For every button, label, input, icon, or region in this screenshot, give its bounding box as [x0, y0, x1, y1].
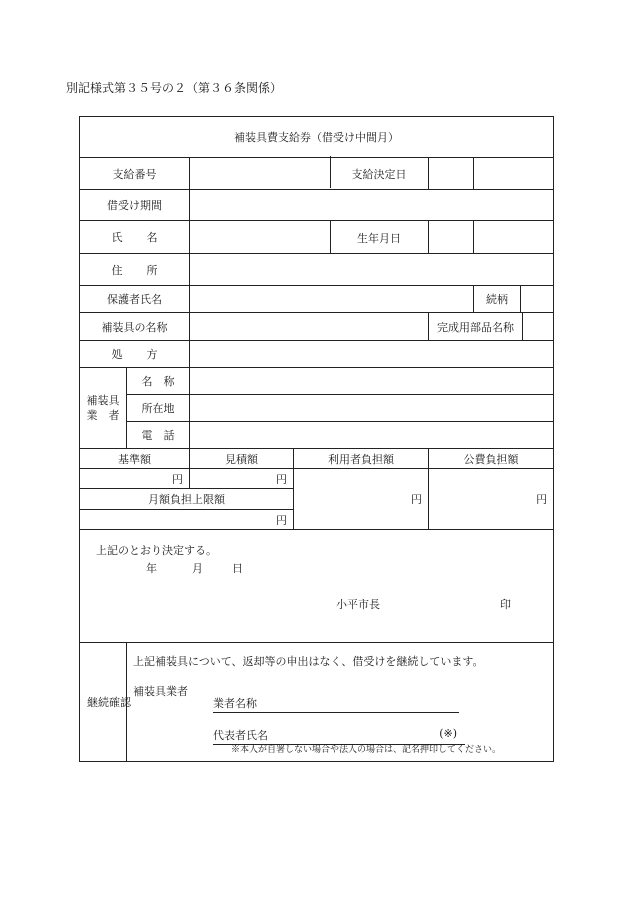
signature-note: ※本人が自署しない場合や法人の場合は、記名押印してください。: [231, 745, 502, 755]
continuation-label-cell: [80, 643, 131, 762]
vendor-location-field[interactable]: [190, 395, 554, 422]
yen-unit: 円: [276, 513, 287, 527]
vendor-phone-label: 電 話: [127, 422, 190, 449]
mayor-label: 小平市長: [336, 598, 380, 611]
guardian-name-label: 保護者氏名: [80, 286, 190, 313]
decision-statement: 上記のとおり決定する。: [96, 544, 217, 557]
signature-mark: (※): [439, 727, 457, 740]
vendor-name-field[interactable]: [190, 368, 554, 395]
vendor-caption: 補装具業者: [133, 685, 188, 698]
vendor-location-label: 所在地: [127, 395, 190, 422]
birth-date-field[interactable]: [474, 221, 554, 254]
decision-date-field[interactable]: [474, 158, 554, 190]
parts-name-label: 完成用部品名称: [429, 313, 523, 340]
guardian-name-field[interactable]: [190, 286, 474, 313]
vendor-group-label: 補装具 業 者: [80, 368, 127, 449]
yen-unit: 円: [172, 472, 183, 486]
base-amount-field[interactable]: [80, 469, 190, 489]
relationship-cell: [474, 286, 554, 313]
day-label: 日: [232, 562, 243, 575]
continuation-statement: 上記補装具について、返却等の申出はなく、借受けを継続しています。: [133, 655, 484, 668]
rental-period-field[interactable]: [190, 190, 554, 221]
company-name-label: 業者名称: [213, 697, 257, 710]
decision-date-overlay: 支給決定日: [351, 168, 407, 181]
monthly-cap-field[interactable]: [80, 510, 294, 530]
address-label: 住所: [80, 254, 190, 286]
payment-voucher-form: [79, 116, 554, 762]
month-label: 月: [192, 562, 203, 575]
birth-date-label: [429, 221, 474, 254]
user-burden-label: 利用者負担額: [294, 449, 429, 469]
rental-period-label: 借受け期間: [80, 190, 190, 221]
decision-date-label: [429, 158, 474, 190]
user-burden-field[interactable]: [294, 469, 429, 530]
estimate-field[interactable]: [190, 469, 294, 489]
prescription-label: 処方: [80, 341, 190, 368]
device-name-label: 補装具の名称: [80, 313, 190, 341]
public-burden-field[interactable]: [429, 469, 554, 530]
decision-date-divider: [330, 156, 331, 188]
continuation-label: 継続確認: [87, 696, 131, 709]
yen-unit: 円: [411, 493, 422, 506]
vendor-name-label: 名 称: [127, 368, 190, 395]
name-label: 氏名: [80, 221, 190, 254]
monthly-cap-label: 月額負担上限額: [80, 489, 294, 510]
estimate-label: 見積額: [190, 449, 294, 469]
decision-date-line: [146, 560, 243, 576]
birth-date-divider: [330, 220, 331, 253]
year-label: 年: [146, 562, 157, 575]
public-burden-label: 公費負担額: [429, 449, 554, 469]
base-amount-label: 基準額: [80, 449, 190, 469]
yen-unit: 円: [276, 472, 287, 486]
form-title: 補装具費支給券（借受け中間月）: [80, 117, 554, 158]
parts-name-field[interactable]: [523, 313, 553, 340]
seal-mark: 印: [500, 598, 511, 611]
representative-label: 代表者氏名: [213, 729, 268, 742]
form-number: 別記様式第３５号の２（第３６条関係）: [66, 81, 283, 95]
device-name-field[interactable]: [190, 313, 429, 341]
prescription-field[interactable]: [190, 341, 554, 368]
continuation-section: [127, 643, 554, 762]
company-name-field[interactable]: [213, 695, 459, 713]
relationship-field[interactable]: [521, 286, 553, 312]
decision-section: [80, 530, 554, 643]
parts-name-cell: [429, 313, 554, 341]
payment-number-label: 支給番号: [80, 158, 190, 190]
yen-unit: 円: [536, 493, 548, 506]
relationship-label: 続柄: [474, 286, 521, 312]
vendor-phone-field[interactable]: [190, 422, 554, 449]
birth-date-overlay: 生年月日: [357, 232, 401, 245]
address-field[interactable]: [190, 254, 554, 286]
